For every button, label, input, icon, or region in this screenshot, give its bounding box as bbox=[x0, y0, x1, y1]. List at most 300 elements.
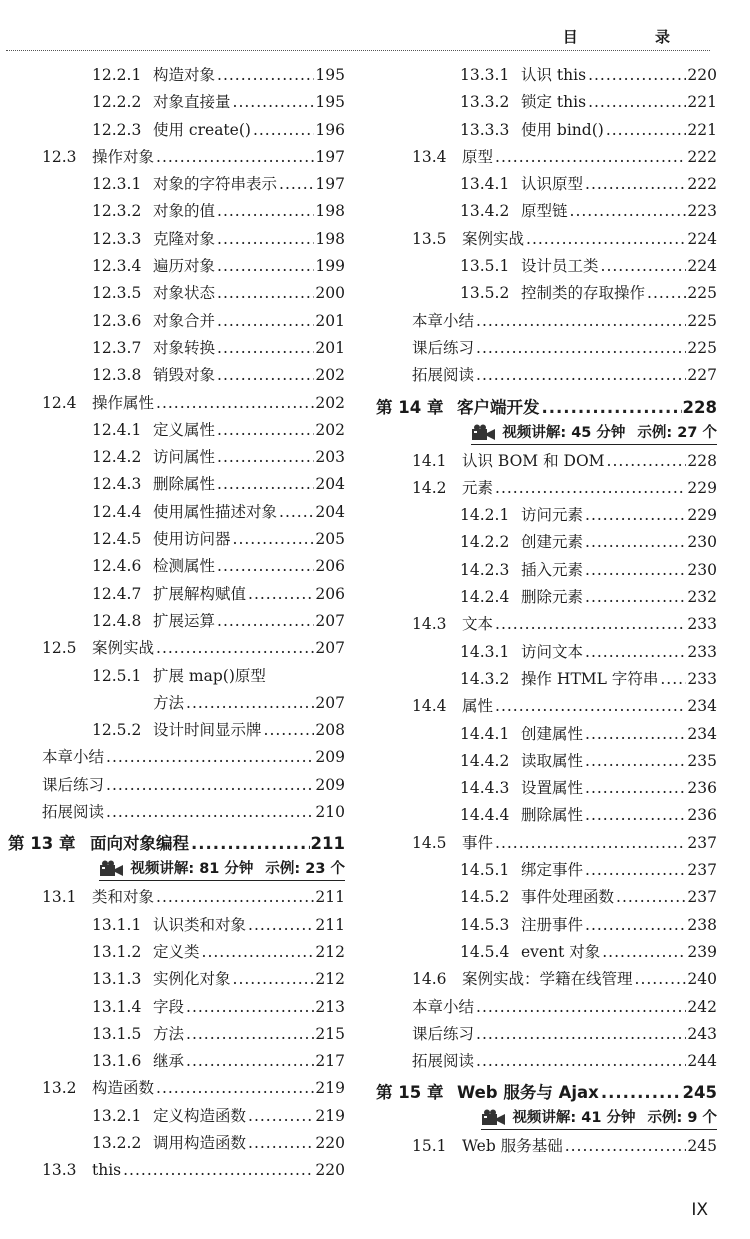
entry-title: 锁定 this bbox=[521, 93, 587, 112]
entry-page-number: 219 bbox=[315, 1079, 345, 1098]
subsection-entry[interactable] bbox=[0, 608, 345, 635]
subsection-entry[interactable] bbox=[0, 226, 345, 253]
entry-title: 扩展解构赋值 bbox=[153, 584, 247, 603]
dot-leader bbox=[476, 335, 686, 362]
subsection-entry[interactable] bbox=[372, 857, 717, 884]
entry-page-number: 229 bbox=[687, 478, 717, 497]
entry-page-number: 210 bbox=[315, 803, 345, 822]
dot-leader bbox=[585, 529, 686, 556]
entry-leader-line bbox=[521, 939, 717, 966]
entry-number: 13.5.1 bbox=[460, 257, 510, 276]
entry-number: 12.2.1 bbox=[92, 66, 142, 84]
entry-leader-line bbox=[462, 966, 717, 993]
entry-leader-line bbox=[521, 557, 717, 584]
entry-leader-line bbox=[92, 1075, 345, 1102]
entry-page-number: 222 bbox=[687, 175, 717, 194]
entry-number: 12.4.3 bbox=[92, 475, 142, 494]
subsection-entry[interactable] bbox=[372, 666, 717, 693]
entry-page-number: 220 bbox=[315, 1133, 345, 1152]
entry-title: 文本 bbox=[462, 615, 494, 634]
entry-page-number: 201 bbox=[315, 311, 345, 330]
entry-page-number: 225 bbox=[687, 311, 717, 330]
entry-number: 14.2.2 bbox=[460, 533, 510, 552]
dot-leader bbox=[202, 939, 315, 966]
chapter-entry[interactable] bbox=[372, 1078, 717, 1107]
subsection-entry[interactable] bbox=[0, 471, 345, 498]
dot-leader bbox=[217, 471, 314, 498]
dot-leader bbox=[106, 799, 314, 826]
subsection-entry[interactable] bbox=[372, 721, 717, 748]
example-count: 示例: 23 个 bbox=[265, 861, 345, 878]
subsection-entry[interactable] bbox=[372, 89, 717, 116]
entry-leader-line bbox=[521, 884, 717, 911]
entry-page-number: 243 bbox=[687, 1024, 717, 1043]
entry-title: 使用 bind() bbox=[521, 120, 604, 139]
dot-leader bbox=[585, 584, 686, 611]
dot-leader bbox=[106, 744, 314, 771]
entry-page-number: 199 bbox=[315, 257, 345, 276]
dot-leader bbox=[495, 611, 686, 638]
entry-number: 13.4.2 bbox=[460, 202, 510, 221]
dot-leader bbox=[248, 581, 314, 608]
entry-page-number: 202 bbox=[315, 393, 345, 412]
entry-title: 扩展 map()原型 bbox=[153, 666, 266, 685]
entry-leader-line bbox=[412, 994, 717, 1021]
header-title: 目 录 bbox=[562, 28, 706, 46]
subsection-entry[interactable] bbox=[0, 526, 345, 553]
entry-page-number: 213 bbox=[315, 997, 345, 1016]
entry-leader-line bbox=[42, 799, 345, 826]
subsection-entry[interactable] bbox=[372, 280, 717, 307]
dot-leader bbox=[495, 693, 686, 720]
entry-title: 访问文本 bbox=[521, 642, 584, 661]
entry-title: 类和对象 bbox=[92, 888, 155, 907]
subsection-entry[interactable] bbox=[0, 444, 345, 471]
entry-number: 第 13 章 bbox=[8, 834, 76, 854]
dot-leader bbox=[156, 144, 314, 171]
dot-leader bbox=[602, 939, 686, 966]
entry-number: 14.4 bbox=[412, 697, 447, 716]
entry-page-number: 207 bbox=[315, 693, 345, 712]
subsection-entry[interactable] bbox=[372, 639, 717, 666]
entry-page-number: 234 bbox=[687, 697, 717, 716]
entry-number: 12.2.2 bbox=[92, 93, 142, 112]
entry-title: 拓展阅读 bbox=[412, 366, 475, 385]
entry-leader-line bbox=[153, 663, 345, 690]
dot-leader bbox=[217, 226, 314, 253]
entry-title: 访问元素 bbox=[521, 506, 584, 525]
entry-title: 课后练习 bbox=[412, 338, 475, 357]
misc-entry[interactable] bbox=[372, 335, 717, 362]
entry-leader-line bbox=[521, 198, 717, 225]
entry-title: 元素 bbox=[462, 478, 494, 497]
entry-page-number: 229 bbox=[687, 506, 717, 525]
dot-leader bbox=[585, 721, 686, 748]
entry-number: 14.4.1 bbox=[460, 724, 510, 743]
entry-leader-line bbox=[153, 939, 345, 966]
dot-leader bbox=[233, 526, 315, 553]
subsection-entry[interactable] bbox=[372, 912, 717, 939]
entry-page-number: 211 bbox=[310, 834, 345, 854]
section-entry[interactable] bbox=[372, 611, 717, 638]
section-entry[interactable] bbox=[0, 1075, 345, 1102]
entry-number: 14.5.2 bbox=[460, 888, 510, 907]
entry-number: 13.1.6 bbox=[92, 1052, 142, 1071]
misc-entry[interactable] bbox=[0, 772, 345, 799]
subsection-entry[interactable] bbox=[0, 198, 345, 225]
entry-number: 14.5.3 bbox=[460, 915, 510, 934]
entry-number: 13.3.3 bbox=[460, 120, 510, 139]
subsection-entry[interactable] bbox=[0, 717, 345, 744]
subsection-entry[interactable] bbox=[372, 253, 717, 280]
subsection-entry[interactable] bbox=[372, 584, 717, 611]
entry-leader-line bbox=[457, 1078, 717, 1107]
entry-leader-line bbox=[92, 144, 345, 171]
entry-page-number: 195 bbox=[315, 66, 345, 84]
entry-leader-line bbox=[462, 144, 717, 171]
section-entry[interactable] bbox=[372, 475, 717, 502]
entry-page-number: 227 bbox=[687, 366, 717, 385]
example-count: 示例: 27 个 bbox=[637, 424, 717, 441]
entry-number: 13.2.2 bbox=[92, 1133, 142, 1152]
dot-leader bbox=[635, 966, 687, 993]
misc-entry[interactable] bbox=[372, 994, 717, 1021]
dot-leader bbox=[585, 557, 686, 584]
entry-title: 课后练习 bbox=[42, 775, 105, 794]
entry-page-number: 232 bbox=[687, 588, 717, 607]
entry-leader-line bbox=[42, 772, 345, 799]
section-entry[interactable] bbox=[372, 144, 717, 171]
entry-leader-line bbox=[521, 502, 717, 529]
entry-title: 案例实战：学籍在线管理 bbox=[462, 970, 633, 989]
entry-number: 12.3.2 bbox=[92, 202, 142, 221]
entry-page-number: 223 bbox=[687, 202, 717, 221]
section-entry[interactable] bbox=[372, 1133, 717, 1160]
entry-number: 12.4.2 bbox=[92, 448, 142, 467]
dot-leader bbox=[526, 226, 686, 253]
entry-title: 操作属性 bbox=[92, 393, 155, 412]
video-camera-icon bbox=[99, 860, 125, 878]
subsection-entry[interactable] bbox=[372, 117, 717, 144]
subsection-entry[interactable] bbox=[0, 966, 345, 993]
entry-title: this bbox=[92, 1161, 122, 1180]
misc-entry[interactable] bbox=[0, 744, 345, 771]
entry-page-number: 244 bbox=[687, 1052, 717, 1071]
entry-page-number: 201 bbox=[315, 338, 345, 357]
entry-title: 对象合并 bbox=[153, 311, 216, 330]
entry-title: 定义构造函数 bbox=[153, 1106, 247, 1125]
entry-page-number: 235 bbox=[687, 751, 717, 770]
entry-page-number: 236 bbox=[687, 806, 717, 825]
entry-leader-line bbox=[153, 117, 345, 144]
subsection-entry[interactable] bbox=[0, 581, 345, 608]
subsection-entry[interactable] bbox=[372, 529, 717, 556]
subsection-entry[interactable] bbox=[0, 1048, 345, 1075]
entry-title: 拓展阅读 bbox=[42, 803, 105, 822]
section-entry[interactable] bbox=[0, 390, 345, 417]
entry-title: event 对象 bbox=[521, 942, 601, 961]
entry-page-number: 220 bbox=[687, 66, 717, 84]
entry-page-number: 225 bbox=[687, 338, 717, 357]
subsection-entry[interactable] bbox=[0, 308, 345, 335]
dot-leader bbox=[156, 635, 314, 662]
dot-leader bbox=[186, 1021, 314, 1048]
entry-title: 设计时间显示牌 bbox=[153, 721, 262, 740]
entry-number: 13.5.2 bbox=[460, 284, 510, 303]
entry-page-number: 239 bbox=[687, 942, 717, 961]
subsection-entry[interactable] bbox=[0, 499, 345, 526]
entry-title: 属性 bbox=[462, 697, 494, 716]
entry-title: 拓展阅读 bbox=[412, 1052, 475, 1071]
subsection-entry[interactable] bbox=[0, 280, 345, 307]
video-camera-icon bbox=[481, 1109, 507, 1127]
entry-page-number: 224 bbox=[687, 257, 717, 276]
video-duration: 视频讲解: 41 分钟 bbox=[512, 1110, 636, 1127]
dot-leader bbox=[253, 117, 314, 144]
subsection-entry[interactable] bbox=[372, 62, 717, 89]
misc-entry[interactable] bbox=[372, 362, 717, 389]
entry-page-number: 206 bbox=[315, 584, 345, 603]
subsection-entry[interactable] bbox=[0, 663, 345, 690]
entry-leader-line bbox=[153, 335, 345, 362]
entry-page-number: 206 bbox=[315, 557, 345, 576]
entry-number: 14.4.3 bbox=[460, 779, 510, 798]
dot-leader bbox=[570, 198, 687, 225]
entry-leader-line bbox=[153, 966, 345, 993]
subsection-entry[interactable] bbox=[0, 89, 345, 116]
entry-number: 14.2 bbox=[412, 478, 447, 497]
section-entry[interactable] bbox=[372, 226, 717, 253]
entry-leader-line bbox=[521, 802, 717, 829]
subsection-entry[interactable] bbox=[0, 553, 345, 580]
entry-title: 本章小结 bbox=[412, 997, 475, 1016]
entry-page-number: 196 bbox=[315, 120, 345, 139]
dot-leader bbox=[217, 417, 314, 444]
entry-number: 12.4.5 bbox=[92, 530, 142, 549]
subsection-entry[interactable] bbox=[372, 748, 717, 775]
subsection-entry[interactable] bbox=[0, 994, 345, 1021]
entry-title: 删除元素 bbox=[521, 588, 584, 607]
section-entry[interactable] bbox=[372, 966, 717, 993]
dot-leader bbox=[647, 280, 686, 307]
dot-leader bbox=[191, 829, 310, 858]
misc-entry[interactable] bbox=[0, 799, 345, 826]
entry-number: 12.5.1 bbox=[92, 666, 142, 685]
subsection-entry[interactable] bbox=[372, 557, 717, 584]
entry-leader-line bbox=[153, 89, 345, 116]
dot-leader bbox=[588, 89, 686, 116]
entry-leader-line bbox=[153, 690, 345, 717]
entry-leader-line bbox=[521, 253, 717, 280]
entry-number: 12.3.7 bbox=[92, 338, 142, 357]
entry-page-number: 245 bbox=[687, 1137, 717, 1156]
dot-leader bbox=[606, 117, 687, 144]
entry-number: 12.3.5 bbox=[92, 284, 142, 303]
entry-number: 13.1 bbox=[42, 888, 77, 907]
section-entry[interactable] bbox=[372, 830, 717, 857]
dot-leader bbox=[156, 390, 314, 417]
entry-page-number: 225 bbox=[687, 284, 717, 303]
entry-leader-line bbox=[153, 1021, 345, 1048]
entry-page-number: 208 bbox=[315, 721, 345, 740]
dot-leader bbox=[660, 666, 686, 693]
running-header bbox=[0, 0, 750, 60]
video-duration: 视频讲解: 45 分钟 bbox=[502, 424, 626, 441]
dot-leader bbox=[585, 857, 686, 884]
entry-number: 12.4 bbox=[42, 393, 77, 412]
entry-title: 本章小结 bbox=[42, 748, 105, 767]
subsection-entry[interactable] bbox=[0, 253, 345, 280]
entry-title: 实例化对象 bbox=[153, 970, 231, 989]
section-entry[interactable] bbox=[372, 693, 717, 720]
entry-number: 14.4.4 bbox=[460, 806, 510, 825]
dot-leader bbox=[217, 308, 314, 335]
entry-leader-line bbox=[153, 308, 345, 335]
entry-title: 克隆对象 bbox=[153, 229, 216, 248]
entry-page-number: 215 bbox=[315, 1024, 345, 1043]
entry-number: 12.3.1 bbox=[92, 175, 142, 194]
video-info-row bbox=[372, 422, 717, 448]
video-info-row bbox=[372, 1107, 717, 1133]
entry-leader-line bbox=[153, 198, 345, 225]
subsection-entry[interactable] bbox=[0, 939, 345, 966]
entry-leader-line bbox=[521, 912, 717, 939]
entry-leader-line bbox=[462, 448, 717, 475]
entry-page-number: 236 bbox=[687, 779, 717, 798]
subsection-entry[interactable] bbox=[0, 171, 345, 198]
entry-number: 14.3.1 bbox=[460, 642, 510, 661]
entry-number: 14.1 bbox=[412, 451, 447, 470]
dot-leader bbox=[217, 253, 314, 280]
subsection-entry[interactable] bbox=[372, 198, 717, 225]
entry-number: 14.3.2 bbox=[460, 669, 510, 688]
entry-leader-line bbox=[462, 693, 717, 720]
entry-page-number: 204 bbox=[315, 475, 345, 494]
subsection-entry[interactable] bbox=[372, 939, 717, 966]
entry-title: 事件 bbox=[462, 833, 494, 852]
section-entry[interactable] bbox=[0, 635, 345, 662]
entry-page-number: 203 bbox=[315, 448, 345, 467]
subsection-entry[interactable] bbox=[0, 1021, 345, 1048]
entry-page-number: 237 bbox=[687, 861, 717, 880]
subsection-entry[interactable] bbox=[372, 802, 717, 829]
subsection-entry[interactable] bbox=[372, 171, 717, 198]
entry-page-number: 221 bbox=[687, 120, 717, 139]
subsection-entry[interactable] bbox=[0, 117, 345, 144]
misc-entry[interactable] bbox=[372, 1021, 717, 1048]
video-duration: 视频讲解: 81 分钟 bbox=[130, 861, 254, 878]
entry-title: 删除属性 bbox=[153, 475, 216, 494]
dot-leader bbox=[616, 884, 686, 911]
subsection-entry[interactable] bbox=[0, 362, 345, 389]
entry-title: 使用 create() bbox=[153, 120, 251, 139]
entry-title: 注册事件 bbox=[521, 915, 584, 934]
dot-leader bbox=[601, 1078, 682, 1107]
entry-leader-line bbox=[457, 393, 717, 422]
entry-page-number: 237 bbox=[687, 833, 717, 852]
entry-leader-line bbox=[153, 417, 345, 444]
entry-title: 设计员工类 bbox=[521, 257, 599, 276]
entry-number: 12.3.3 bbox=[92, 229, 142, 248]
section-entry[interactable] bbox=[372, 448, 717, 475]
entry-page-number: 220 bbox=[315, 1161, 345, 1180]
entry-leader-line bbox=[462, 226, 717, 253]
entry-leader-line bbox=[153, 280, 345, 307]
entry-number: 13.4.1 bbox=[460, 175, 510, 194]
entry-title: 访问属性 bbox=[153, 448, 216, 467]
entry-title: 定义类 bbox=[153, 942, 200, 961]
section-entry[interactable] bbox=[0, 884, 345, 911]
entry-number: 14.2.4 bbox=[460, 588, 510, 607]
entry-title: 操作对象 bbox=[92, 147, 155, 166]
video-camera-icon bbox=[471, 424, 497, 442]
toc-column-right bbox=[372, 62, 717, 1161]
subsection-entry[interactable] bbox=[0, 62, 345, 89]
entry-page-number: 217 bbox=[315, 1052, 345, 1071]
entry-number: 12.3.4 bbox=[92, 257, 142, 276]
entry-number: 13.1.3 bbox=[92, 970, 142, 989]
entry-leader-line bbox=[462, 1133, 717, 1160]
entry-leader-line bbox=[153, 526, 345, 553]
dot-leader bbox=[495, 144, 686, 171]
entry-page-number: 238 bbox=[687, 915, 717, 934]
entry-page-number: 198 bbox=[315, 229, 345, 248]
dot-leader bbox=[156, 884, 314, 911]
entry-number: 13.2.1 bbox=[92, 1106, 142, 1125]
entry-continuation[interactable] bbox=[0, 690, 345, 717]
subsection-entry[interactable] bbox=[0, 912, 345, 939]
entry-leader-line bbox=[153, 471, 345, 498]
chapter-entry[interactable] bbox=[0, 829, 345, 858]
subsection-entry[interactable] bbox=[372, 775, 717, 802]
subsection-entry[interactable] bbox=[0, 335, 345, 362]
subsection-entry[interactable] bbox=[0, 1103, 345, 1130]
subsection-entry[interactable] bbox=[372, 884, 717, 911]
entry-leader-line bbox=[521, 748, 717, 775]
entry-page-number: 200 bbox=[315, 284, 345, 303]
subsection-entry[interactable] bbox=[0, 417, 345, 444]
section-entry[interactable] bbox=[0, 144, 345, 171]
video-info bbox=[99, 858, 345, 881]
entry-number: 14.5 bbox=[412, 833, 447, 852]
entry-title: 创建属性 bbox=[521, 724, 584, 743]
subsection-entry[interactable] bbox=[0, 1130, 345, 1157]
entry-number: 14.3 bbox=[412, 615, 447, 634]
entry-page-number: 195 bbox=[315, 93, 345, 112]
entry-title: 销毁对象 bbox=[153, 366, 216, 385]
dot-leader bbox=[585, 802, 686, 829]
entry-title: 调用构造函数 bbox=[153, 1133, 247, 1152]
entry-title: 认识原型 bbox=[521, 175, 584, 194]
entry-number: 14.4.2 bbox=[460, 751, 510, 770]
entry-page-number: 224 bbox=[687, 229, 717, 248]
entry-title: 对象的值 bbox=[153, 202, 216, 221]
entry-leader-line bbox=[521, 666, 717, 693]
misc-entry[interactable] bbox=[372, 1048, 717, 1075]
entry-page-number: 233 bbox=[687, 615, 717, 634]
entry-page-number: 230 bbox=[687, 560, 717, 579]
section-entry[interactable] bbox=[0, 1157, 345, 1184]
entry-leader-line bbox=[521, 280, 717, 307]
entry-title: Web 服务基础 bbox=[462, 1137, 563, 1156]
entry-title: 定义属性 bbox=[153, 420, 216, 439]
entry-number: 12.5 bbox=[42, 639, 77, 658]
subsection-entry[interactable] bbox=[372, 502, 717, 529]
entry-leader-line bbox=[153, 912, 345, 939]
entry-page-number: 197 bbox=[315, 175, 345, 194]
misc-entry[interactable] bbox=[372, 308, 717, 335]
chapter-entry[interactable] bbox=[372, 393, 717, 422]
